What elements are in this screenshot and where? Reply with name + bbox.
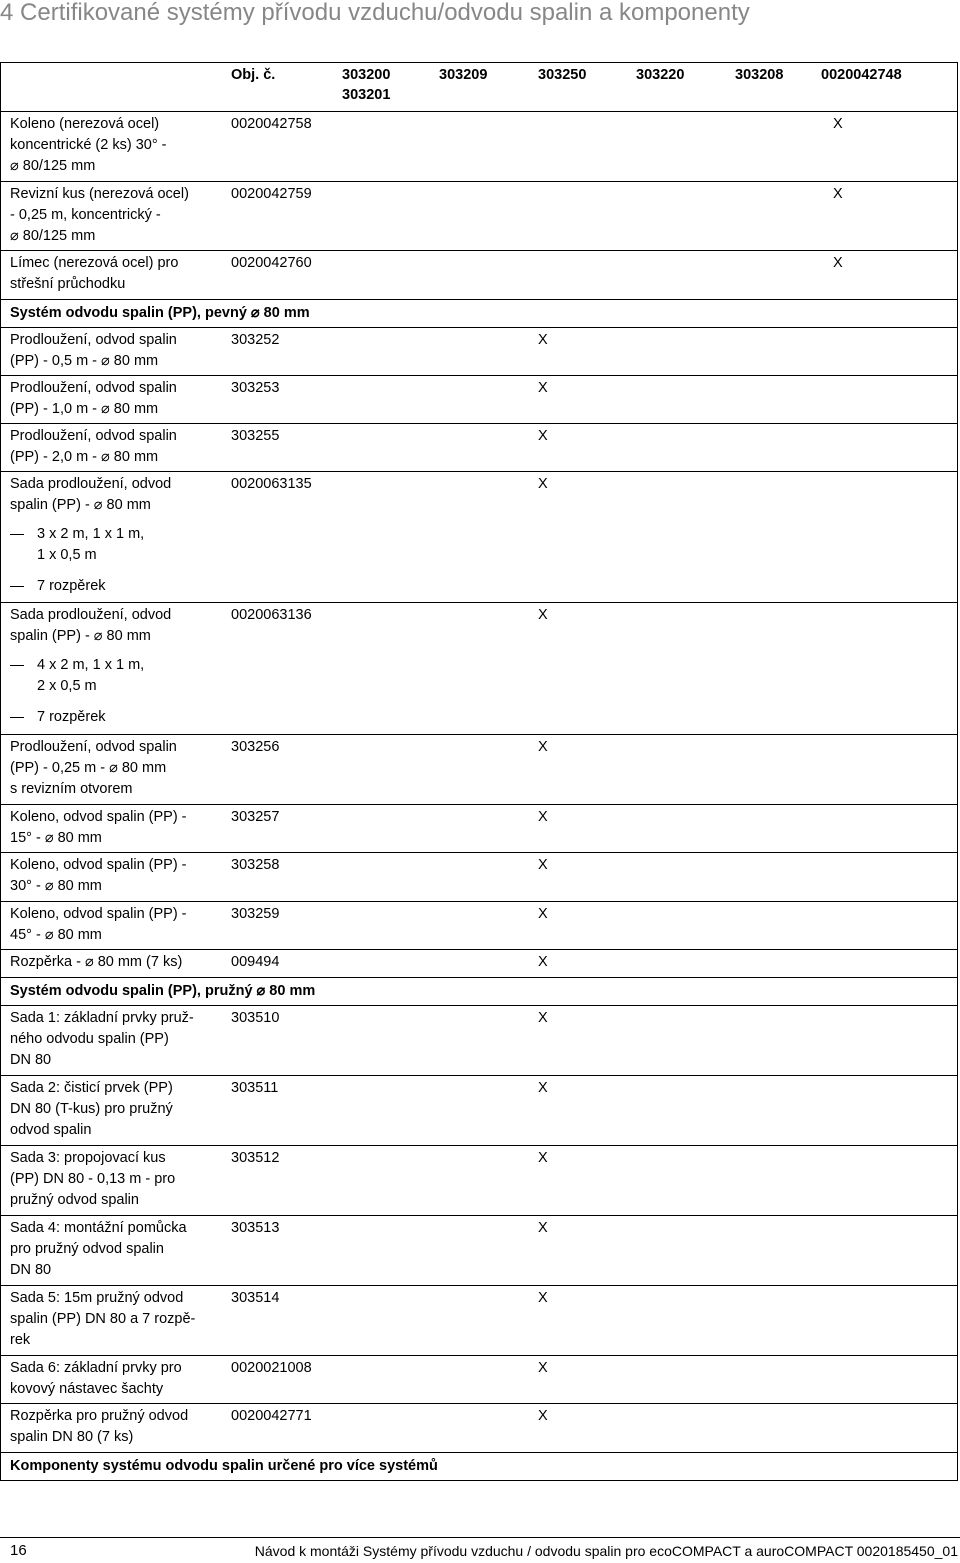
header-col-303220: 303220 <box>636 67 685 83</box>
row-mark: X <box>538 428 548 444</box>
table-row <box>1 901 957 949</box>
row-desc: Sada 4: montážní pomůcka <box>10 1220 187 1236</box>
row-desc: Prodloužení, odvod spalin <box>10 380 177 396</box>
row-desc: spalin (PP) DN 80 a 7 rozpě- <box>10 1311 196 1327</box>
row-obj: 303511 <box>231 1080 279 1096</box>
row-desc: (PP) - 1,0 m - ⌀ 80 mm <box>10 401 159 417</box>
header-col-303201: 303201 <box>342 87 391 103</box>
row-obj: 303512 <box>231 1150 280 1166</box>
table-row <box>1 602 957 734</box>
footer-text: Návod k montáži Systémy přívodu vzduchu / odvodu spalin pro ecoCOMPACT a auroCOMPACT 0020185450_01 <box>254 1543 958 1559</box>
row-desc: Sada 1: základní prvky pruž- <box>10 1010 194 1026</box>
page-number: 16 <box>10 1542 27 1559</box>
row-obj: 303514 <box>231 1290 280 1306</box>
header-col-303200: 303200 <box>342 67 391 83</box>
row-obj: 0020042760 <box>231 255 312 271</box>
bullet-text: 7 rozpěrek <box>37 709 106 725</box>
row-obj: 303513 <box>231 1220 280 1236</box>
row-desc: (PP) - 0,5 m - ⌀ 80 mm <box>10 353 159 369</box>
row-desc: 15° - ⌀ 80 mm <box>10 830 102 846</box>
row-desc: 30° - ⌀ 80 mm <box>10 878 102 894</box>
row-mark: X <box>538 857 548 873</box>
table-row <box>1 327 957 375</box>
row-desc: Límec (nerezová ocel) pro <box>10 255 179 271</box>
row-obj: 009494 <box>231 954 280 970</box>
table-row <box>1 111 957 181</box>
row-desc: ného odvodu spalin (PP) <box>10 1031 169 1047</box>
header-col-303208: 303208 <box>735 67 784 83</box>
row-mark: X <box>538 1408 548 1424</box>
bullet-text: 7 rozpěrek <box>37 578 106 594</box>
row-mark: X <box>538 954 548 970</box>
row-desc: střešní průchodku <box>10 276 126 292</box>
bullet-text: 1 x 0,5 m <box>37 547 97 563</box>
row-obj: 0020063136 <box>231 607 312 623</box>
row-desc: Koleno, odvod spalin (PP) - <box>10 809 187 825</box>
row-mark: X <box>538 332 548 348</box>
table-row <box>1 375 957 423</box>
header-obj: Obj. č. <box>231 67 276 83</box>
table-row <box>1 804 957 852</box>
row-desc: kovový nástavec šachty <box>10 1381 164 1397</box>
row-desc: Koleno (nerezová ocel) <box>10 116 160 132</box>
row-obj: 303258 <box>231 857 280 873</box>
page-heading: 4 Certifikované systémy přívodu vzduchu/odvodu spalin a komponenty <box>0 0 750 26</box>
table-row <box>1 1005 957 1075</box>
row-desc: ⌀ 80/125 mm <box>10 228 96 244</box>
row-desc: Prodloužení, odvod spalin <box>10 428 177 444</box>
table-row <box>1 852 957 901</box>
row-mark: X <box>538 1360 548 1376</box>
row-obj: 303257 <box>231 809 280 825</box>
row-obj: 303253 <box>231 380 280 396</box>
row-obj: 303255 <box>231 428 280 444</box>
section-row <box>1 977 957 1005</box>
row-mark: X <box>538 476 548 492</box>
row-desc: odvod spalin <box>10 1122 92 1138</box>
page-footer <box>0 1537 960 1559</box>
row-mark: X <box>538 607 548 623</box>
row-mark: X <box>538 1080 548 1096</box>
section-title: Systém odvodu spalin (PP), pevný ⌀ 80 mm <box>10 305 310 321</box>
row-obj: 0020042771 <box>231 1408 312 1424</box>
row-desc: spalin (PP) - ⌀ 80 mm <box>10 497 151 513</box>
row-desc: Sada prodloužení, odvod <box>10 607 172 623</box>
row-desc: Prodloužení, odvod spalin <box>10 332 177 348</box>
row-mark: X <box>833 116 843 132</box>
table-row <box>1 1403 957 1452</box>
table-header-row <box>1 63 957 111</box>
row-desc: spalin DN 80 (7 ks) <box>10 1429 134 1445</box>
row-desc: rek <box>10 1332 31 1348</box>
row-desc: koncentrické (2 ks) 30° - <box>10 137 167 153</box>
bullet-text: 3 x 2 m, 1 x 1 m, <box>37 526 145 542</box>
table-row <box>1 1355 957 1403</box>
row-desc: Sada 3: propojovací kus <box>10 1150 166 1166</box>
row-obj: 0020063135 <box>231 476 312 492</box>
table-row <box>1 250 957 299</box>
table-row <box>1 1215 957 1285</box>
row-desc: - 0,25 m, koncentrický - <box>10 207 161 223</box>
row-obj: 303256 <box>231 739 280 755</box>
row-obj: 303510 <box>231 1010 280 1026</box>
row-desc: Revizní kus (nerezová ocel) <box>10 186 189 202</box>
row-desc: s revizním otvorem <box>10 781 133 797</box>
row-desc: Rozpěrka pro pružný odvod <box>10 1408 189 1424</box>
row-mark: X <box>538 380 548 396</box>
row-desc: spalin (PP) - ⌀ 80 mm <box>10 628 151 644</box>
header-col-0020042748: 0020042748 <box>821 67 902 83</box>
row-obj: 303259 <box>231 906 280 922</box>
row-mark: X <box>833 186 843 202</box>
row-mark: X <box>538 1220 548 1236</box>
row-mark: X <box>538 739 548 755</box>
table-row <box>1 1075 957 1145</box>
row-mark: X <box>538 1150 548 1166</box>
row-obj: 303252 <box>231 332 280 348</box>
table-row <box>1 734 957 804</box>
row-desc: pružný odvod spalin <box>10 1192 139 1208</box>
row-desc: Sada prodloužení, odvod <box>10 476 172 492</box>
row-desc: DN 80 (T-kus) pro pružný <box>10 1101 173 1117</box>
row-desc: Prodloužení, odvod spalin <box>10 739 177 755</box>
table-row <box>1 471 957 602</box>
table-row <box>1 1285 957 1355</box>
product-table <box>0 62 958 1481</box>
bullet-text: 2 x 0,5 m <box>37 678 97 694</box>
row-desc: ⌀ 80/125 mm <box>10 158 96 174</box>
row-desc: DN 80 <box>10 1262 52 1278</box>
row-obj: 0020021008 <box>231 1360 312 1376</box>
row-desc: (PP) - 2,0 m - ⌀ 80 mm <box>10 449 159 465</box>
table-row <box>1 181 957 250</box>
row-obj: 0020042759 <box>231 186 312 202</box>
header-col-303250: 303250 <box>538 67 587 83</box>
row-desc: Koleno, odvod spalin (PP) - <box>10 906 187 922</box>
table-row <box>1 1145 957 1215</box>
row-desc: Sada 6: základní prvky pro <box>10 1360 182 1376</box>
section-row <box>1 299 957 327</box>
row-mark: X <box>538 809 548 825</box>
row-desc: 45° - ⌀ 80 mm <box>10 927 102 943</box>
section-row <box>1 1452 957 1480</box>
row-desc: pro pružný odvod spalin <box>10 1241 164 1257</box>
row-desc: Sada 5: 15m pružný odvod <box>10 1290 184 1306</box>
table-row <box>1 423 957 471</box>
row-desc: Rozpěrka - ⌀ 80 mm (7 ks) <box>10 954 183 970</box>
row-desc: Sada 2: čisticí prvek (PP) <box>10 1080 173 1096</box>
section-title: Komponenty systému odvodu spalin určené pro více systémů <box>10 1458 438 1474</box>
row-mark: X <box>538 1290 548 1306</box>
bullet-text: 4 x 2 m, 1 x 1 m, <box>37 657 145 673</box>
row-desc: DN 80 <box>10 1052 52 1068</box>
header-col-303209: 303209 <box>439 67 488 83</box>
section-title: Systém odvodu spalin (PP), pružný ⌀ 80 mm <box>10 983 316 999</box>
row-mark: X <box>833 255 843 271</box>
row-desc: (PP) DN 80 - 0,13 m - pro <box>10 1171 176 1187</box>
row-desc: Koleno, odvod spalin (PP) - <box>10 857 187 873</box>
table-row <box>1 949 957 977</box>
row-obj: 0020042758 <box>231 116 312 132</box>
row-mark: X <box>538 1010 548 1026</box>
row-desc: (PP) - 0,25 m - ⌀ 80 mm <box>10 760 167 776</box>
row-mark: X <box>538 906 548 922</box>
